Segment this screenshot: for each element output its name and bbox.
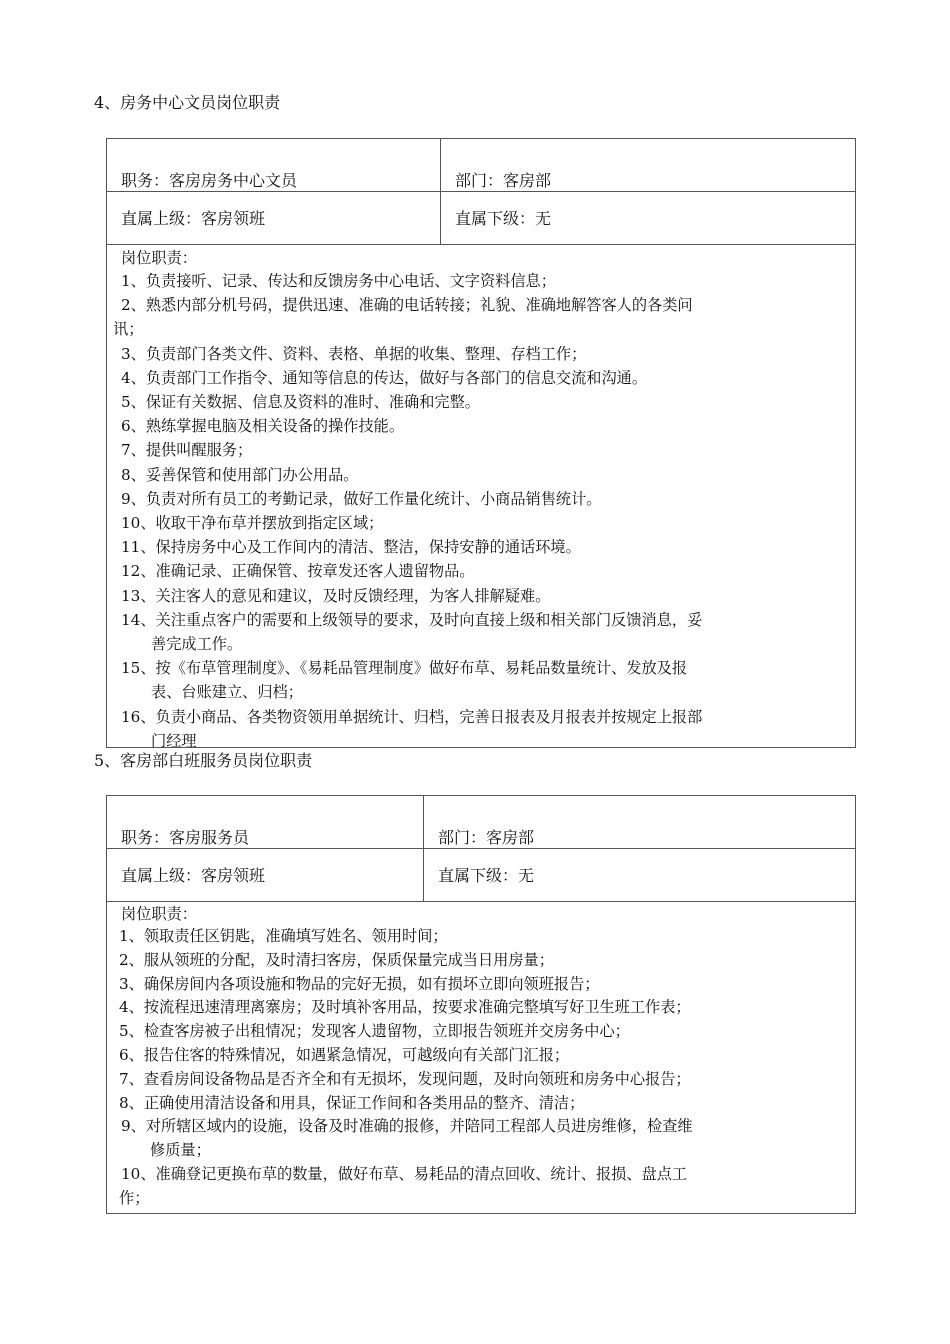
duty-item: 10、准确登记更换布草的数量，做好布草、易耗品的清点回收、统计、报损、盘点工	[121, 1164, 688, 1183]
position-cell	[107, 139, 441, 191]
duty-item: 7、提供叫醒服务；	[121, 441, 253, 460]
section5-duties	[107, 902, 855, 1213]
duty-item: 1、领取责任区钥匙，准确填写姓名、领用时间；	[119, 927, 448, 945]
duties-title: 岗位职责：	[121, 249, 197, 267]
subordinate-text: 直属下级：无	[438, 866, 535, 885]
duty-item: 4、负责部门工作指令、通知等信息的传达，做好与各部门的信息交流和沟通。	[121, 368, 648, 387]
duty-item: 作；	[119, 1188, 150, 1207]
duty-item: 表、台账建立、归档；	[151, 683, 303, 702]
department-text: 部门：客房部	[455, 171, 552, 190]
duty-item: 4、按流程迅速清理离寨房；及时填补客用品，按要求准确完整填写好卫生班工作表；	[119, 998, 691, 1017]
duty-item: 16、负责小商品、各类物资领用单据统计、归档，完善日报表及月报表并按规定上报部	[121, 707, 703, 726]
section4-table	[106, 138, 856, 748]
duty-item: 善完成工作。	[151, 635, 243, 654]
section5-heading: 5、客房部白班服务员岗位职责	[94, 751, 313, 770]
duty-item: 讯；	[113, 320, 144, 339]
department-cell	[424, 796, 855, 848]
section5-reporting-row	[107, 849, 855, 902]
subordinate-cell	[441, 192, 855, 244]
duty-item: 9、对所辖区域内的设施，设备及时准确的报修，并陪同工程部人员进房维修，检查维	[121, 1117, 693, 1136]
duty-item: 6、熟练掌握电脑及相关设备的操作技能。	[121, 417, 405, 436]
subordinate-cell	[424, 849, 855, 901]
duty-item: 1、负责接听、记录、传达和反馈房务中心电话、文字资料信息；	[121, 272, 556, 290]
superior-cell	[107, 192, 441, 244]
duty-item: 11、保持房务中心及工作间内的清洁、整洁，保持安静的通话环境。	[121, 538, 581, 557]
duty-item: 6、报告住客的特殊情况，如遇紧急情况，可越级向有关部门汇报；	[119, 1045, 570, 1064]
duty-item: 3、负责部门各类文件、资料、表格、单据的收集、整理、存档工作；	[121, 344, 587, 363]
duties-title: 岗位职责：	[121, 905, 197, 923]
superior-text: 直属上级：客房领班	[121, 866, 266, 885]
duty-item: 9、负责对所有员工的考勤记录，做好工作量化统计、小商品销售统计。	[121, 489, 602, 508]
department-cell	[441, 139, 855, 191]
position-text: 职务：客房房务中心文员	[121, 171, 298, 190]
duty-item: 12、准确记录、正确保管、按章发还客人遗留物品。	[121, 562, 475, 581]
superior-text: 直属上级：客房领班	[121, 209, 266, 228]
duty-item: 7、查看房间设备物品是否齐全和有无损坏，发现问题，及时向领班和房务中心报告；	[119, 1069, 691, 1088]
duty-item: 5、检查客房被子出租情况；发现客人遗留物，立即报告领班并交房务中心；	[119, 1022, 630, 1041]
duty-item: 2、服从领班的分配，及时清扫客房，保质保量完成当日用房量；	[119, 950, 554, 969]
subordinate-text: 直属下级：无	[455, 209, 552, 228]
duty-item: 8、妥善保管和使用部门办公用品。	[121, 465, 359, 484]
duty-item: 15、按《布草管理制度》、《易耗品管理制度》做好布草、易耗品数量统计、发放及报	[121, 659, 688, 678]
section4-duties	[107, 245, 855, 747]
duty-item: 2、熟悉内部分机号码，提供迅速、准确的电话转接；礼貌、准确地解答客人的各类问	[121, 296, 693, 315]
duty-item: 门经理	[151, 731, 197, 747]
position-text: 职务：客房服务员	[121, 828, 250, 847]
section5-table	[106, 795, 856, 1214]
section4-reporting-row	[107, 192, 855, 245]
duty-item: 3、确保房间内各项设施和物品的完好无损，如有损坏立即向领班报告；	[119, 974, 600, 993]
position-cell	[107, 796, 424, 848]
department-text: 部门：客房部	[438, 828, 535, 847]
duty-item: 修质量；	[150, 1141, 211, 1160]
duty-item: 5、保证有关数据、信息及资料的准时、准确和完整。	[121, 393, 480, 412]
duty-item: 8、正确使用清洁设备和用具，保证工作间和各类用品的整齐、清洁；	[119, 1093, 585, 1112]
duty-item: 10、收取干净布草并摆放到指定区域；	[121, 514, 384, 533]
section5-position-row	[107, 796, 855, 849]
section4-heading: 4、房务中心文员岗位职责	[94, 93, 281, 112]
section4-position-row	[107, 139, 855, 192]
superior-cell	[107, 849, 424, 901]
duty-item: 14、关注重点客户的需要和上级领导的要求，及时向直接上级和相关部门反馈消息，妥	[121, 610, 703, 629]
duty-item: 13、关注客人的意见和建议，及时反馈经理，为客人排解疑难。	[121, 586, 551, 605]
